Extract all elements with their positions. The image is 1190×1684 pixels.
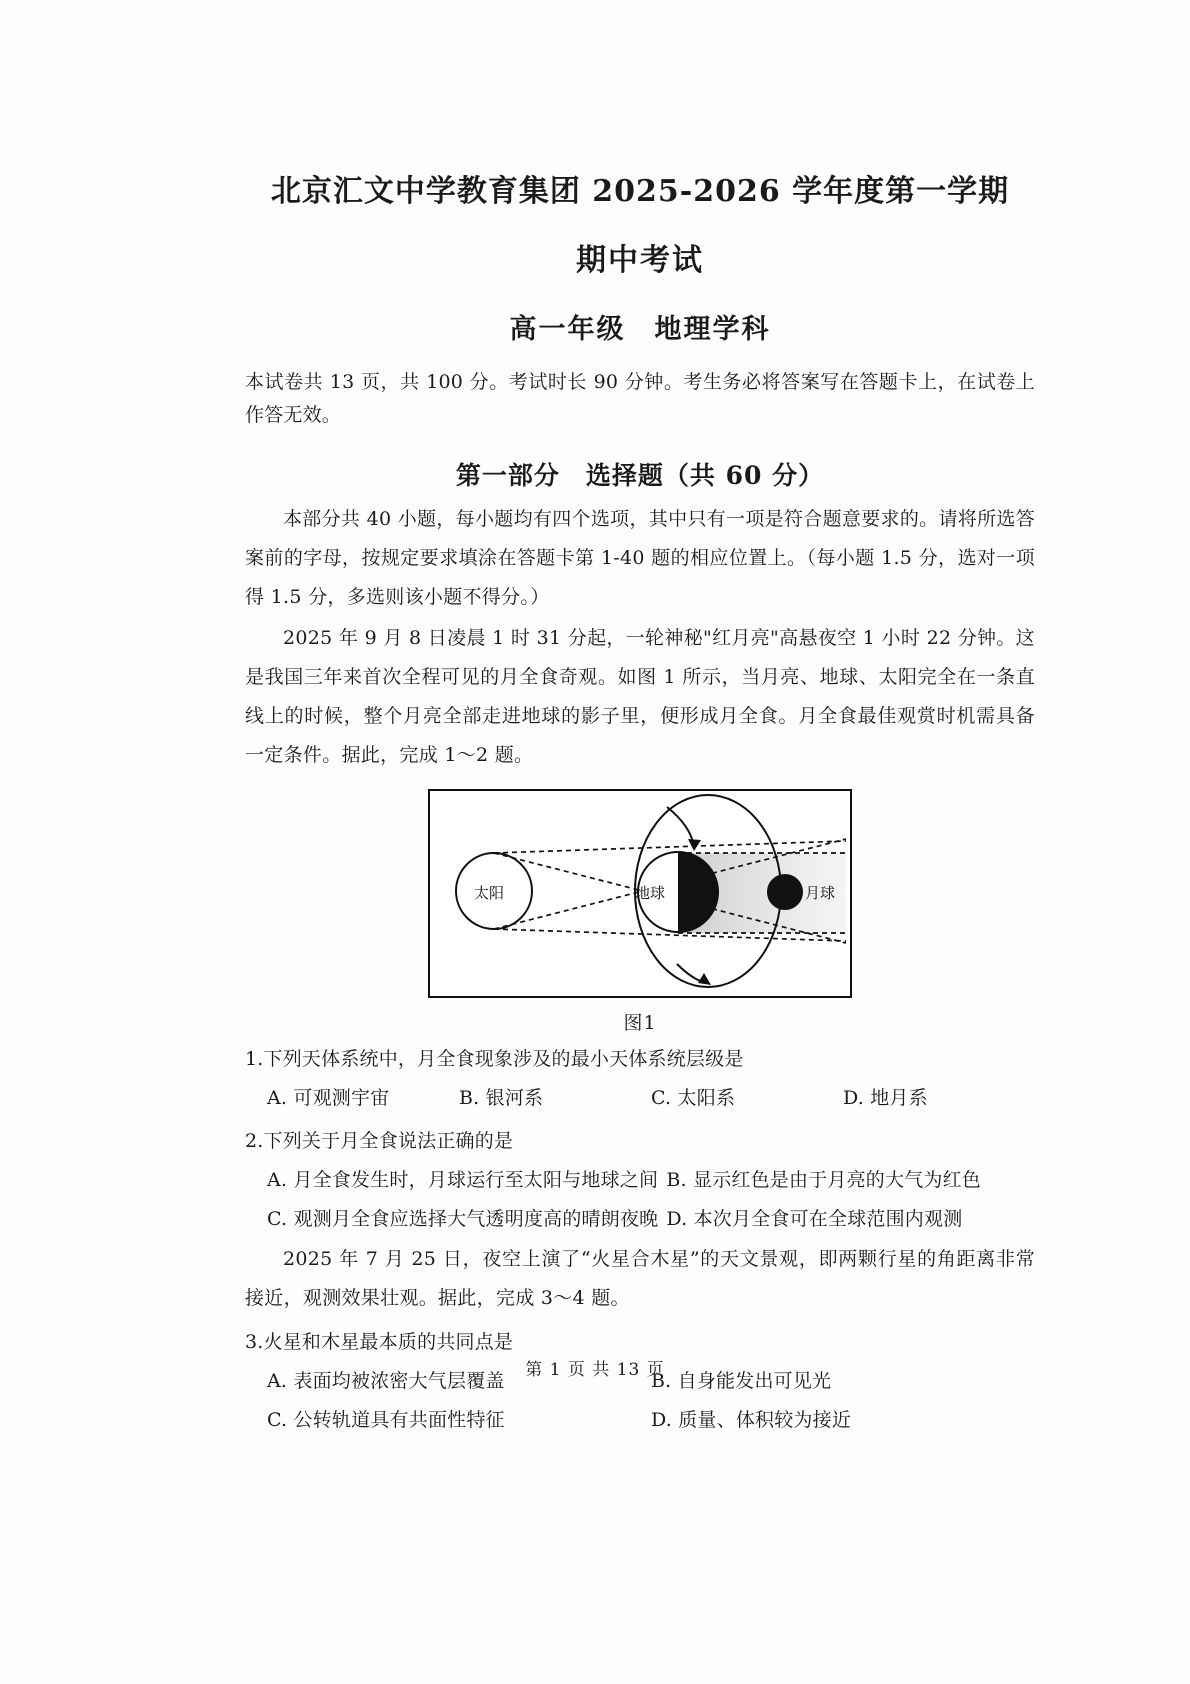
question-2-option-d[interactable]: D. 本次月全食可在全球范围内观测: [666, 1207, 963, 1230]
figure-label-moon: 月球: [805, 883, 836, 902]
section-instructions: 本部分共 40 小题，每小题均有四个选项，其中只有一项是符合题意要求的。请将所选答案前的字母，按规定要求填涂在答题卡第 1-40 题的相应位置上。（每小题 1.5 分，选对一项得 1.5 分，多选则该小题不得分。）: [245, 508, 1035, 608]
page-footer: 第 1 页 共 13 页: [525, 1360, 665, 1380]
figure-1: [245, 789, 1035, 998]
section-heading: 第一部分 选择题（共 60 分）: [455, 461, 825, 490]
passage-2: 2025 年 7 月 25 日，夜空上演了“火星合木星”的天文景观，即两颗行星的角距离非常接近，观测效果壮观。据此，完成 3～4 题。: [245, 1247, 1035, 1309]
question-1-options: [245, 1080, 1035, 1117]
question-2-option-a[interactable]: A. 月全食发生时，月球运行至太阳与地球之间: [267, 1168, 659, 1191]
question-1-option-c[interactable]: C. 太阳系: [651, 1086, 736, 1109]
question-2-options-row2: [245, 1201, 1035, 1238]
exam-name: 期中考试: [576, 242, 704, 278]
question-3-option-b[interactable]: B. 自身能发出可见光: [651, 1369, 832, 1392]
question-3-options-row2: [245, 1402, 1035, 1439]
figure-label-sun: 太阳: [474, 883, 505, 902]
question-3-option-a[interactable]: A. 表面均被浓密大气层覆盖: [267, 1369, 505, 1392]
page-title: 北京汇文中学教育集团 2025-2026 学年度第一学期: [270, 174, 1010, 209]
question-2-stem: 2.下列关于月全食说法正确的是: [245, 1129, 514, 1152]
question-3-option-c[interactable]: C. 公转轨道具有共面性特征: [267, 1408, 505, 1431]
question-1-option-d[interactable]: D. 地月系: [843, 1086, 928, 1109]
grade-subject: 高一年级 地理学科: [509, 313, 771, 345]
figure-1-caption: 图1: [623, 1011, 657, 1034]
question-1-option-b[interactable]: B. 银河系: [459, 1086, 544, 1109]
question-3-stem: 3.火星和木星最本质的共同点是: [245, 1330, 514, 1353]
figure-1-box: [428, 789, 852, 998]
exam-notice: 本试卷共 13 页，共 100 分。考试时长 90 分钟。考生务必将答案写在答题卡上，在试卷上作答无效。: [245, 370, 1035, 426]
lunar-eclipse-diagram: [430, 791, 846, 992]
question-3-option-d[interactable]: D. 质量、体积较为接近: [651, 1408, 852, 1431]
question-2-option-b[interactable]: B. 显示红色是由于月亮的大气为红色: [666, 1168, 982, 1191]
question-2-option-c[interactable]: C. 观测月全食应选择大气透明度高的晴朗夜晚: [267, 1207, 659, 1230]
passage-1: 2025 年 9 月 8 日凌晨 1 时 31 分起，一轮神秘"红月亮"高悬夜空 1 小时 22 分钟。这是我国三年来首次全程可见的月全食奇观。如图 1 所示，当月亮、地球、太阳完全在一条直线上的时候，整个月亮全部走进地球的影子里，便形成月全食。月全食最佳观赏时机需具备一定条件。据此，完成 1～2 题。: [245, 626, 1035, 766]
question-1-option-a[interactable]: A. 可观测宇宙: [267, 1086, 390, 1109]
question-2-options-row1: [245, 1162, 1035, 1199]
page-sheet: [245, 0, 1035, 1684]
figure-label-earth: 地球: [635, 883, 666, 902]
question-1-stem: 1.下列天体系统中，月全食现象涉及的最小天体系统层级是: [245, 1047, 744, 1070]
